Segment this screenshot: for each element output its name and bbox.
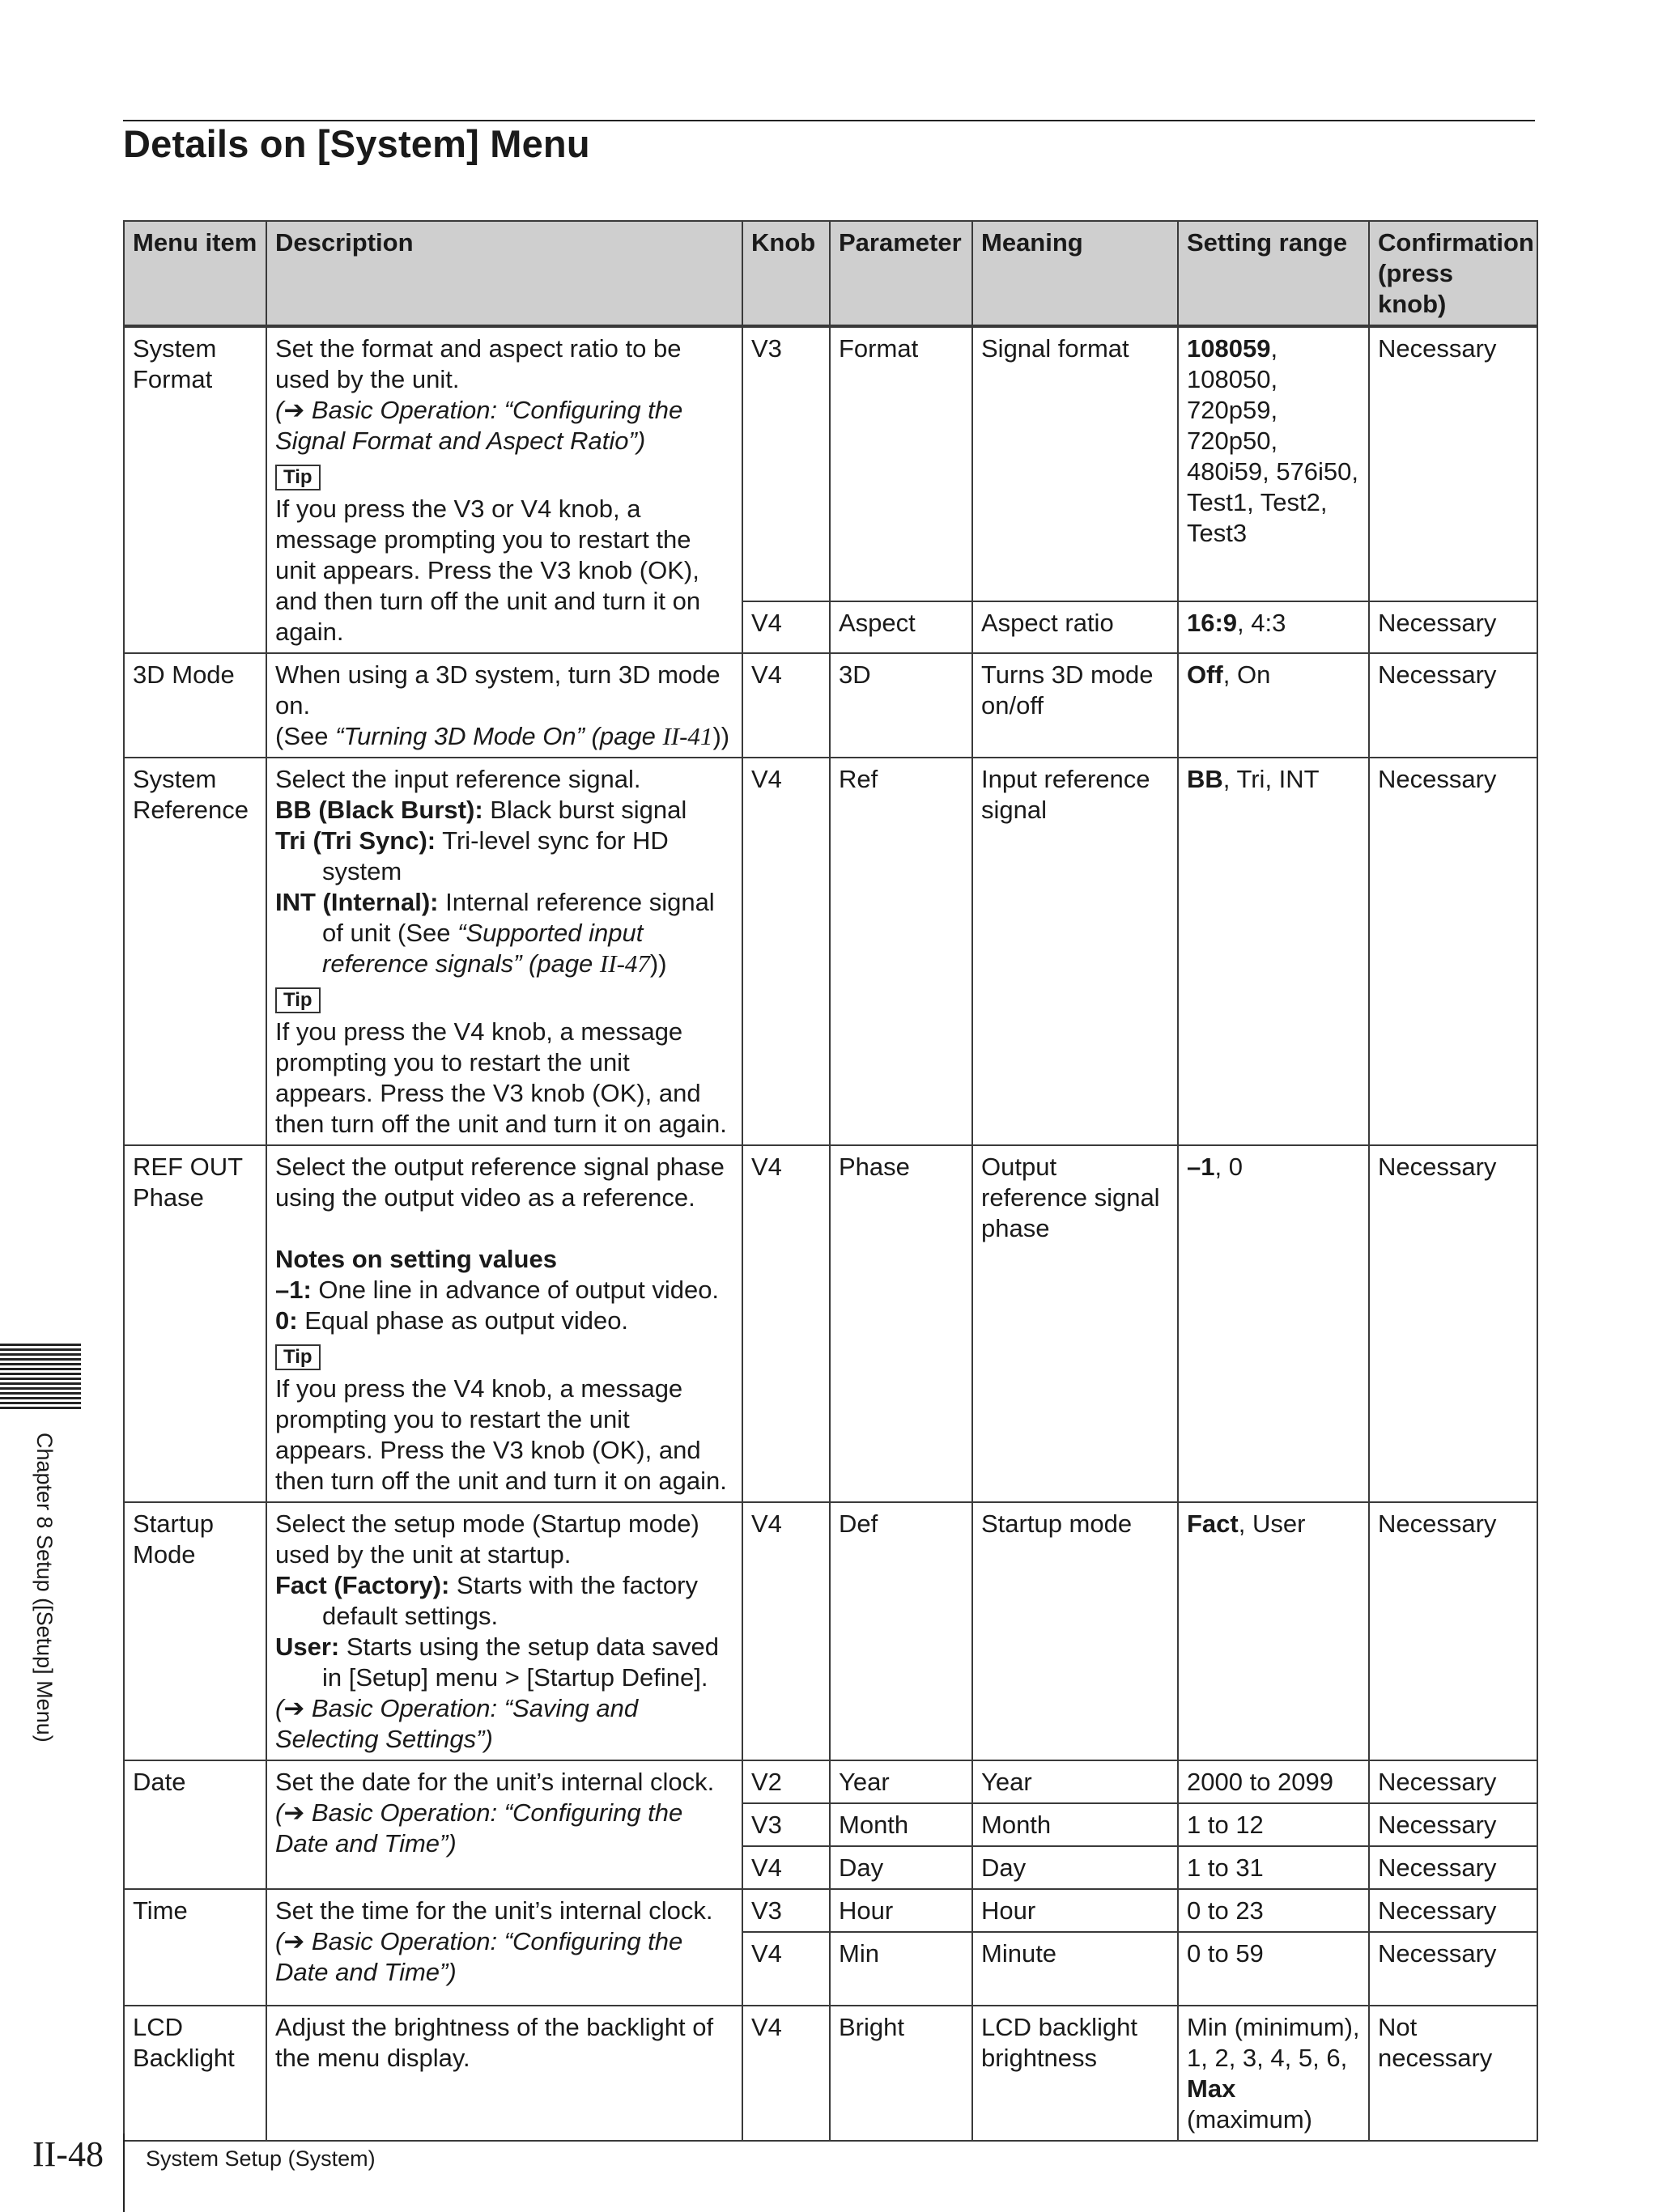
menu-item-cell: Date (124, 1760, 266, 1889)
meaning-cell: LCD backlight brightness (972, 2006, 1178, 2141)
knob-cell: V4 (742, 1502, 830, 1760)
tip-text: If you press the V4 knob, a message prompting you to restart the unit appears. Press the V3 knob (OK), and then turn off the unit and turn it on again. (275, 1374, 727, 1495)
range-values: , 108050, 720p59, 720p50, 480i59, 576i50, Test1, Test2, Test3 (1187, 334, 1359, 547)
description-text: When using a 3D system, turn 3D mode on. (275, 660, 721, 720)
setting-range-cell: 0 to 23 (1178, 1889, 1369, 1932)
description-cell (266, 1145, 742, 1502)
range-suffix: (maximum) (1187, 2105, 1312, 2133)
range-values: , 0 (1214, 1153, 1243, 1181)
tip-text: If you press the V3 or V4 knob, a message prompting you to restart the unit appears. Press the V3 knob (OK), and then turn off the unit and turn it on again. (275, 495, 701, 646)
confirmation-cell: Necessary (1369, 326, 1537, 601)
header-meaning: Meaning (972, 221, 1178, 326)
parameter-cell: Phase (830, 1145, 972, 1502)
confirmation-cell: Necessary (1369, 1889, 1537, 1932)
table-row (124, 1502, 1537, 1760)
note-label: –1: (275, 1276, 312, 1304)
description-text: Set the time for the unit’s internal clock. (275, 1896, 713, 1925)
setting-range-cell (1178, 758, 1369, 1145)
option-text: Internal reference signal of unit (See (322, 888, 715, 947)
see-prefix: (See (275, 722, 336, 750)
menu-item-cell: System Format (124, 326, 266, 653)
confirmation-cell: Necessary (1369, 758, 1537, 1145)
description-cell (266, 326, 742, 653)
see-ref-page: II-47 (599, 949, 650, 978)
header-description: Description (266, 221, 742, 326)
menu-item-cell: LCD Backlight (124, 2006, 266, 2141)
tip-text: If you press the V4 knob, a message prompting you to restart the unit appears. Press the V3 knob (OK), and then turn off the unit and turn it on again. (275, 1017, 727, 1138)
parameter-cell: Def (830, 1502, 972, 1760)
option-text: Starts with the factory default settings. (322, 1571, 698, 1630)
default-value: 108059 (1187, 334, 1271, 363)
confirmation-cell: Necessary (1369, 1932, 1537, 2006)
knob-cell: V4 (742, 758, 830, 1145)
notes-title: Notes on setting values (275, 1245, 557, 1273)
default-value: Off (1187, 660, 1223, 689)
cross-reference: (➔ Basic Operation: “Saving and Selecting Settings”) (275, 1694, 639, 1753)
range-values: , 4:3 (1237, 609, 1286, 638)
parameter-cell: Ref (830, 758, 972, 1145)
table-header-row (124, 221, 1537, 326)
see-ref-page: II-41 (662, 722, 713, 750)
meaning-cell: Output reference signal phase (972, 1145, 1178, 1502)
meaning-cell: Aspect ratio (972, 601, 1178, 653)
note-label: 0: (275, 1306, 298, 1335)
parameter-cell: 3D (830, 653, 972, 758)
chapter-side-label: Chapter 8 Setup ([Setup] Menu) (32, 1433, 57, 1743)
header-knob: Knob (742, 221, 830, 326)
meaning-cell: Minute (972, 1932, 1178, 2006)
description-text: Set the date for the unit’s internal clock. (275, 1768, 715, 1796)
meaning-cell: Input reference signal (972, 758, 1178, 1145)
setting-range-cell (1178, 2006, 1369, 2141)
parameter-cell: Day (830, 1846, 972, 1889)
option-label: User: (275, 1632, 340, 1661)
option-label: BB (Black Burst): (275, 796, 483, 824)
meaning-cell: Hour (972, 1889, 1178, 1932)
description-cell (266, 1760, 742, 1889)
footer-divider (123, 2133, 125, 2212)
confirmation-cell: Necessary (1369, 1502, 1537, 1760)
range-values: Min (minimum), 1, 2, 3, 4, 5, 6, (1187, 2013, 1360, 2072)
parameter-cell: Month (830, 1803, 972, 1846)
range-values: , Tri, INT (1222, 765, 1320, 793)
table-row (124, 1145, 1537, 1502)
option-label: Tri (Tri Sync): (275, 826, 436, 855)
default-value: –1 (1187, 1153, 1215, 1181)
cross-reference: (➔ Basic Operation: “Configuring the Signal Format and Aspect Ratio”) (275, 396, 683, 455)
tip-label: Tip (275, 987, 321, 1013)
description-text: Adjust the brightness of the backlight of the menu display. (275, 2013, 714, 2072)
knob-cell: V3 (742, 1803, 830, 1846)
tip-label: Tip (275, 1344, 321, 1370)
confirmation-cell: Necessary (1369, 1803, 1537, 1846)
parameter-cell: Format (830, 326, 972, 601)
knob-cell: V3 (742, 1889, 830, 1932)
parameter-cell: Min (830, 1932, 972, 2006)
meaning-cell: Turns 3D mode on/off (972, 653, 1178, 758)
option-int (275, 887, 733, 979)
option-user (275, 1632, 733, 1693)
menu-item-cell: REF OUT Phase (124, 1145, 266, 1502)
option-label: INT (Internal): (275, 888, 439, 916)
knob-cell: V4 (742, 1846, 830, 1889)
see-reference (275, 721, 733, 752)
table-row (124, 1889, 1537, 1932)
footer-section-title: System Setup (System) (146, 2146, 376, 2171)
see-suffix: )) (649, 949, 667, 978)
setting-range-cell (1178, 601, 1369, 653)
meaning-cell: Startup mode (972, 1502, 1178, 1760)
see-ref-title: “Turning 3D Mode On” (page (335, 722, 663, 750)
setting-range-cell: 2000 to 2099 (1178, 1760, 1369, 1803)
default-value: BB (1187, 765, 1223, 793)
page-number: II-48 (32, 2134, 104, 2174)
header-confirmation: Confirmation (press knob) (1369, 221, 1537, 326)
range-values: , User (1238, 1509, 1306, 1538)
knob-cell: V2 (742, 1760, 830, 1803)
page-title: Details on [System] Menu (123, 122, 590, 165)
description-cell (266, 1889, 742, 2006)
see-ref-title: “Supported input reference signals” (page (322, 919, 644, 978)
description-text: Select the setup mode (Startup mode) used by the unit at startup. (275, 1509, 699, 1569)
note-minus-one (275, 1275, 733, 1306)
cross-reference: (➔ Basic Operation: “Configuring the Date and Time”) (275, 1927, 683, 1986)
meaning-cell: Month (972, 1803, 1178, 1846)
meaning-cell: Day (972, 1846, 1178, 1889)
parameter-cell: Year (830, 1760, 972, 1803)
confirmation-cell: Necessary (1369, 601, 1537, 653)
meaning-cell: Year (972, 1760, 1178, 1803)
note-zero (275, 1306, 733, 1336)
default-value: 16:9 (1187, 609, 1238, 638)
description-text: Set the format and aspect ratio to be used by the unit. (275, 334, 682, 393)
confirmation-cell: Necessary (1369, 653, 1537, 758)
setting-range-cell: 1 to 12 (1178, 1803, 1369, 1846)
note-text: Equal phase as output video. (297, 1306, 629, 1335)
knob-cell: V4 (742, 1145, 830, 1502)
knob-cell: V4 (742, 1932, 830, 2006)
tip-label: Tip (275, 465, 321, 490)
description-text: Select the input reference signal. (275, 765, 641, 793)
cross-reference: (➔ Basic Operation: “Configuring the Date and Time”) (275, 1798, 683, 1857)
header-setting-range: Setting range (1178, 221, 1369, 326)
setting-range-cell: 0 to 59 (1178, 1932, 1369, 2006)
parameter-cell: Hour (830, 1889, 972, 1932)
setting-range-cell (1178, 326, 1369, 601)
knob-cell: V3 (742, 326, 830, 601)
table-row (124, 326, 1537, 601)
knob-cell: V4 (742, 2006, 830, 2141)
confirmation-cell: Necessary (1369, 1846, 1537, 1889)
confirmation-cell: Necessary (1369, 1760, 1537, 1803)
meaning-cell: Signal format (972, 326, 1178, 601)
table-row (124, 653, 1537, 758)
description-cell (266, 653, 742, 758)
table-row (124, 1760, 1537, 1803)
see-suffix: )) (712, 722, 730, 750)
option-text: Black burst signal (483, 796, 687, 824)
note-text: One line in advance of output video. (311, 1276, 720, 1304)
menu-item-cell: 3D Mode (124, 653, 266, 758)
option-text: Tri-level sync for HD system (322, 826, 669, 885)
option-fact (275, 1570, 733, 1632)
menu-item-cell: Time (124, 1889, 266, 2006)
option-text: Starts using the setup data saved in [Setup] menu > [Startup Define]. (322, 1632, 720, 1692)
table-row (124, 758, 1537, 1145)
knob-cell: V4 (742, 601, 830, 653)
option-label: Fact (Factory): (275, 1571, 450, 1599)
parameter-cell: Aspect (830, 601, 972, 653)
setting-range-cell: 1 to 31 (1178, 1846, 1369, 1889)
option-bb (275, 795, 733, 826)
menu-item-cell: System Reference (124, 758, 266, 1145)
description-text: Select the output reference signal phase using the output video as a reference. (275, 1153, 725, 1212)
option-tri (275, 826, 733, 887)
max-value: Max (1187, 2074, 1236, 2103)
setting-range-cell (1178, 653, 1369, 758)
confirmation-cell: Necessary (1369, 1145, 1537, 1502)
default-value: Fact (1187, 1509, 1239, 1538)
parameter-cell: Bright (830, 2006, 972, 2141)
system-menu-table (123, 220, 1538, 2142)
chapter-thumb-index (0, 1344, 81, 1412)
table-row (124, 2006, 1537, 2141)
setting-range-cell (1178, 1145, 1369, 1502)
range-values: , On (1222, 660, 1271, 689)
menu-item-cell: Startup Mode (124, 1502, 266, 1760)
confirmation-cell: Not necessary (1369, 2006, 1537, 2141)
description-cell (266, 758, 742, 1145)
knob-cell: V4 (742, 653, 830, 758)
description-cell (266, 2006, 742, 2141)
spacer (275, 1213, 733, 1244)
header-parameter: Parameter (830, 221, 972, 326)
description-cell (266, 1502, 742, 1760)
header-menu-item: Menu item (124, 221, 266, 326)
setting-range-cell (1178, 1502, 1369, 1760)
